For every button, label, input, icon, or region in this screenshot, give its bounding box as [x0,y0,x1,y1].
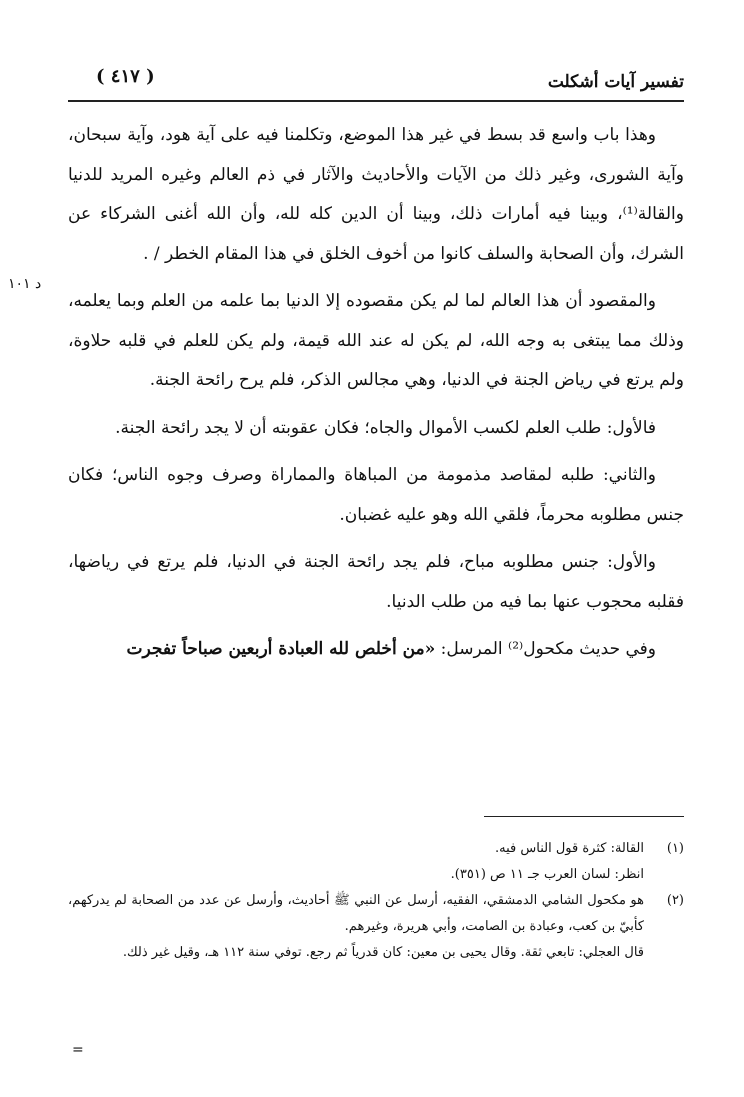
body-text [68,116,684,678]
footnote-number: (١) [666,841,684,856]
footnote-line: هو مكحول الشامي الدمشقي، الفقيه، أرسل عن النبي ﷺ أحاديث، وأرسل عن عدد من الصحابة لم يدركهم، كأبيّ بن كعب، وعبادة بن الصامت، وأبي هريرة، وغيرهم. [68,893,644,934]
footnote-line: قال العجلي: تابعي ثقة. وقال يحيى بن معين: كان قدرياً ثم رجع. توفي سنة ١١٢ هـ، وقيل غير ذلك. [122,945,644,960]
header-rule [68,100,684,102]
paragraph: والمقصود أن هذا العالم لما لم يكن مقصوده إلا الدنيا بما علمه من العلم وبما يعلمه، وذلك مما يبتغى به وجه الله، لم يكن له عند الله قيمة، ولم يكن للعلم في قلبه حلاوة، ولم يرتع في رياض الجنة في الدنيا، وهي مجالس الذكر، فلم يرح رائحة الجنة. [68,291,684,390]
manuscript-margin-note: د ١٠١ [8,276,42,292]
footnote-2 [68,888,684,966]
footnotes [68,836,684,966]
footnote-1 [68,836,684,888]
paragraph: وهذا باب واسع قد بسط في غير هذا الموضع، وتكلمنا فيه على آية هود، وآية سبحان، وآية الشورى، وغير ذلك من الآيات والأحاديث والآثار في ذم العالم وغيره المريد للدنيا والقالة⁽¹⁾، وبينا فيه أمارات ذلك، وبينا أن الدين كله لله، وأن الله أغنى الشركاء عن الشرك، وأن الصحابة والسلف كانوا من أخوف الخلق في هذا المقام الخطر / . [68,125,684,264]
footnote-text [68,888,644,966]
running-title: تفسير آيات أشكلت [547,72,684,92]
hadith-quote: «من أخلص لله العبادة أربعين صباحاً تفجرت [126,639,436,659]
paragraph: فالأول: طلب العلم لكسب الأموال والجاه؛ فكان عقوبته أن لا يجد رائحة الجنة. [115,417,656,438]
page-number: ( ٤١٧ ) [96,66,155,87]
page-header [68,60,684,100]
footnote-rule [484,816,684,817]
footnote-number: (٢) [666,893,684,908]
continuation-mark: = [72,1042,84,1058]
paragraph-last [68,630,684,670]
footnote-line: القالة: كثرة قول الناس فيه. [495,841,644,856]
paragraph-last-text: وفي حديث مكحول⁽²⁾ المرسل: [435,639,656,659]
footnote-text [68,836,644,888]
paragraph: والأول: جنس مطلوبه مباح، فلم يجد رائحة الجنة في الدنيا، فلم يرتع في رياضها، فقلبه محجوب عنها بما فيه من طلب الدنيا. [68,552,684,612]
paragraph: والثاني: طلبه لمقاصد مذمومة من المباهاة والمماراة وصرف وجوه الناس؛ فكان جنس مطلوبه محرماً، فلقي الله وهو عليه غضبان. [68,465,684,525]
footnote-line: انظر: لسان العرب جـ ١١ ص (٣٥١). [450,867,644,882]
